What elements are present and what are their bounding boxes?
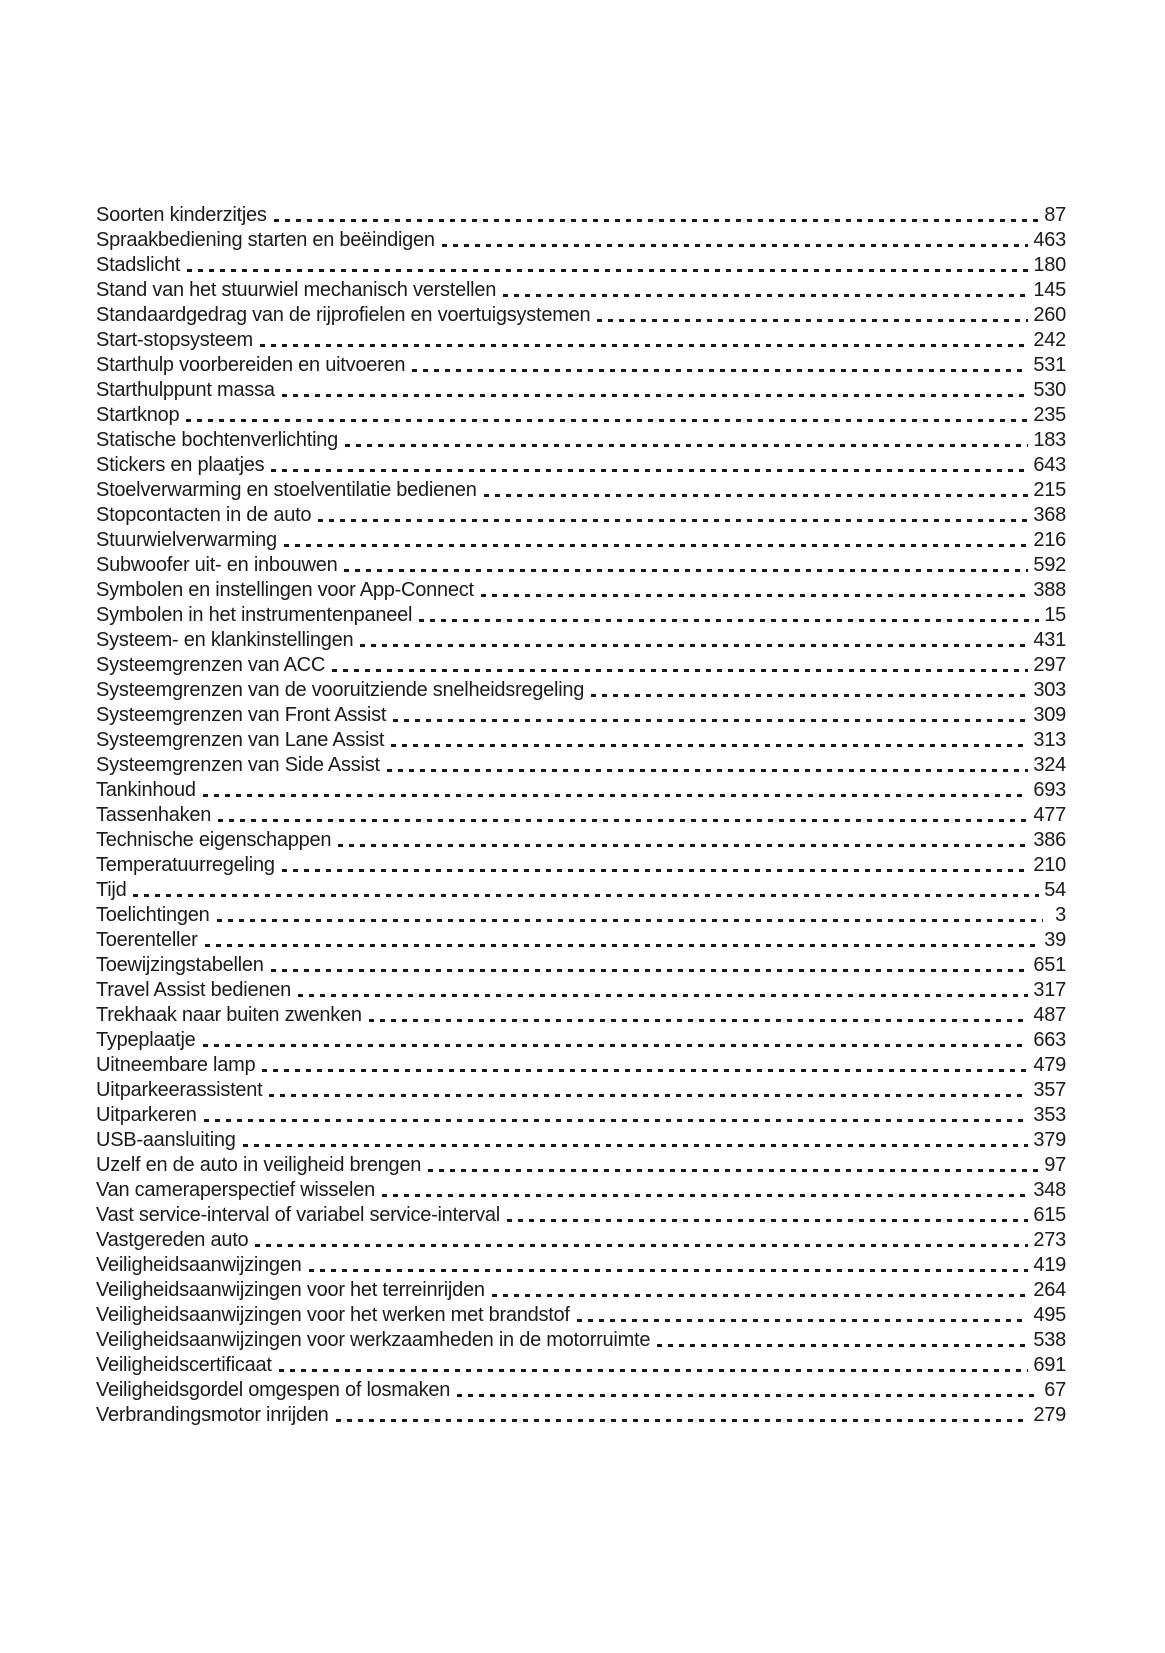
index-entry-row [96,1253,1066,1278]
index-entry-page-number: 348 [1033,1179,1066,1201]
index-entry-row [96,653,1066,678]
dot-leader [203,778,1029,803]
index-entry-page-number: 592 [1033,554,1066,576]
index-entry-row [96,778,1066,803]
index-entry-row [96,828,1066,853]
index-entry-row [96,278,1066,303]
dot-leader [412,353,1028,378]
dot-leader [274,203,1040,228]
index-entry-label: Toewijzingstabellen [96,954,264,976]
index-entry-row [96,1053,1066,1078]
index-entry-row [96,953,1066,978]
index-entry-page-number: 651 [1033,954,1066,976]
index-entry-page-number: 273 [1033,1229,1066,1251]
index-entry-label: Vast service-interval of variabel service-interval [96,1204,500,1226]
index-entry-page-number: 260 [1033,304,1066,326]
index-entry-row [96,228,1066,253]
index-entry-row [96,728,1066,753]
dot-leader [282,853,1029,878]
index-entry-page-number: 67 [1044,1379,1066,1401]
index-entry-page-number: 215 [1033,479,1066,501]
index-entry-row [96,753,1066,778]
index-entry-page-number: 235 [1033,404,1066,426]
index-entry-page-number: 183 [1033,429,1066,451]
index-entry-row [96,1353,1066,1378]
index-entry-row [96,303,1066,328]
dot-leader [205,928,1040,953]
index-entry-label: Systeemgrenzen van Front Assist [96,704,387,726]
index-entry-label: Soorten kinderzitjes [96,204,267,226]
index-entry-row [96,503,1066,528]
dot-leader [284,528,1029,553]
index-entry-row [96,853,1066,878]
index-entry-row [96,528,1066,553]
index-entry-label: Trekhaak naar buiten zwenken [96,1004,362,1026]
index-entry-page-number: 303 [1033,679,1066,701]
index-entry-page-number: 180 [1033,254,1066,276]
index-entry-row [96,1178,1066,1203]
index-entry-label: Verbrandingsmotor inrijden [96,1404,329,1426]
index-entry-row [96,1403,1066,1428]
index-entry-label: Stuurwielverwarming [96,529,277,551]
index-entry-page-number: 663 [1033,1029,1066,1051]
dot-leader [298,978,1028,1003]
index-entry-label: Standaardgedrag van de rijprofielen en voertuigsystemen [96,304,591,326]
index-entry-row [96,1153,1066,1178]
index-entry-page-number: 324 [1033,754,1066,776]
dot-leader [591,678,1028,703]
index-entry-row [96,878,1066,903]
index-entry-row [96,553,1066,578]
dot-leader [492,1278,1029,1303]
dot-leader [360,628,1028,653]
index-entry-row [96,428,1066,453]
index-entry-page-number: 39 [1044,929,1066,951]
dot-leader [203,1028,1029,1053]
index-entry-label: Systeemgrenzen van Side Assist [96,754,380,776]
index-entry-label: Veiligheidsaanwijzingen [96,1254,302,1276]
index-entry-page-number: 357 [1033,1079,1066,1101]
index-entry-row [96,1003,1066,1028]
index-entry-row [96,803,1066,828]
index-entry-label: Spraakbediening starten en beëindigen [96,229,435,251]
index-entry-row [96,1128,1066,1153]
index-entry-page-number: 487 [1033,1004,1066,1026]
dot-leader [338,828,1028,853]
index-entry-label: Statische bochtenverlichting [96,429,339,451]
index-entry-label: Subwoofer uit- en inbouwen [96,554,338,576]
index-entry-page-number: 538 [1033,1329,1066,1351]
index-entry-label: Stadslicht [96,254,181,276]
index-entry-page-number: 242 [1033,329,1066,351]
dot-leader [577,1303,1029,1328]
index-entry-page-number: 477 [1033,804,1066,826]
index-entry-page-number: 309 [1033,704,1066,726]
dot-leader [336,1403,1029,1428]
dot-leader [186,403,1028,428]
dot-leader [279,1353,1029,1378]
index-entry-row [96,1278,1066,1303]
dot-leader [657,1328,1028,1353]
dot-leader [269,1078,1028,1103]
index-entry-label: Starthulppunt massa [96,379,275,401]
index-entry-label: Uzelf en de auto in veiligheid brengen [96,1154,422,1176]
dot-leader [217,903,1044,928]
index-entry-label: Typeplaatje [96,1029,196,1051]
dot-leader [428,1153,1039,1178]
index-entry-label: Systeemgrenzen van de vooruitziende snelheidsregeling [96,679,585,701]
index-entry-page-number: 388 [1033,579,1066,601]
index-entry-row [96,578,1066,603]
dot-leader [187,253,1028,278]
index-entry-label: Tankinhoud [96,779,196,801]
index-entry-row [96,1303,1066,1328]
index-entry-label: Toelichtingen [96,904,210,926]
dot-leader [597,303,1028,328]
index-entry-label: Symbolen in het instrumentenpaneel [96,604,413,626]
dot-leader [457,1378,1039,1403]
index-entry-row [96,403,1066,428]
index-entry-row [96,603,1066,628]
dot-leader [419,603,1039,628]
index-entry-label: Systeemgrenzen van Lane Assist [96,729,385,751]
index-entry-page-number: 693 [1033,779,1066,801]
index-entry-page-number: 3 [1055,904,1066,926]
index-entry-row [96,328,1066,353]
dot-leader [391,728,1028,753]
index-entry-label: Stopcontacten in de auto [96,504,312,526]
index-entry-label: Veiligheidsaanwijzingen voor werkzaamheden in de motorruimte [96,1329,651,1351]
index-entry-row [96,978,1066,1003]
index-entry-page-number: 97 [1044,1154,1066,1176]
index-entry-page-number: 145 [1033,279,1066,301]
dot-leader [309,1253,1029,1278]
dot-leader [369,1003,1029,1028]
index-entry-row [96,1203,1066,1228]
dot-leader [442,228,1029,253]
index-entry-label: Veiligheidscertificaat [96,1354,272,1376]
index-entry-row [96,628,1066,653]
dot-leader [382,1178,1028,1203]
index-entry-row [96,1378,1066,1403]
index-entry-page-number: 615 [1033,1204,1066,1226]
index-entry-label: Veiligheidsgordel omgespen of losmaken [96,1379,451,1401]
dot-leader [393,703,1028,728]
dot-leader [260,328,1028,353]
index-entry-row [96,1028,1066,1053]
dot-leader [345,428,1028,453]
index-entry-label: Temperatuurregeling [96,854,275,876]
index-entry-row [96,353,1066,378]
index-entry-row [96,253,1066,278]
dot-leader [318,503,1028,528]
index-entry-row [96,903,1066,928]
index-entry-label: Startknop [96,404,180,426]
index-entry-page-number: 353 [1033,1104,1066,1126]
index-entry-row [96,1078,1066,1103]
index-entry-page-number: 216 [1033,529,1066,551]
index-entry-page-number: 495 [1033,1304,1066,1326]
index-entry-page-number: 264 [1033,1279,1066,1301]
index-entry-row [96,453,1066,478]
dot-leader [271,953,1029,978]
index-entry-page-number: 531 [1033,354,1066,376]
index-entry-label: Systeem- en klankinstellingen [96,629,354,651]
index-entry-label: Technische eigenschappen [96,829,332,851]
index-entry-page-number: 431 [1033,629,1066,651]
index-entry-label: Veiligheidsaanwijzingen voor het terreinrijden [96,1279,485,1301]
index-entry-label: USB-aansluiting [96,1129,236,1151]
index-entry-label: Travel Assist bedienen [96,979,291,1001]
index-entry-label: Tassenhaken [96,804,212,826]
index-entry-label: Stand van het stuurwiel mechanisch verstellen [96,279,497,301]
index-entry-label: Uitneembare lamp [96,1054,256,1076]
dot-leader [481,578,1029,603]
index-entry-page-number: 210 [1033,854,1066,876]
dot-leader [271,453,1028,478]
index-entry-page-number: 87 [1044,204,1066,226]
index-entry-page-number: 54 [1044,879,1066,901]
index-entry-label: Van cameraperspectief wisselen [96,1179,375,1201]
index-entry-page-number: 479 [1033,1054,1066,1076]
index-entry-label: Vastgereden auto [96,1229,249,1251]
index-entry-page-number: 368 [1033,504,1066,526]
index-entry-page-number: 386 [1033,829,1066,851]
index-entry-page-number: 643 [1033,454,1066,476]
index-entry-page-number: 15 [1044,604,1066,626]
dot-leader [484,478,1029,503]
index-entry-label: Toerenteller [96,929,198,951]
index-entry-label: Stickers en plaatjes [96,454,265,476]
index-entry-label: Symbolen en instellingen voor App-Connect [96,579,474,601]
index-entry-label: Uitparkeerassistent [96,1079,263,1101]
index-entry-row [96,928,1066,953]
index-entry-page-number: 379 [1033,1129,1066,1151]
index-entry-page-number: 313 [1033,729,1066,751]
index-entry-label: Systeemgrenzen van ACC [96,654,326,676]
index-entry-row [96,1103,1066,1128]
index-entry-page-number: 297 [1033,654,1066,676]
index-entry-row [96,1328,1066,1353]
dot-leader [387,753,1029,778]
index-entry-page-number: 530 [1033,379,1066,401]
dot-leader [204,1103,1029,1128]
index-entry-row [96,478,1066,503]
index-entry-row [96,1228,1066,1253]
index-entry-label: Veiligheidsaanwijzingen voor het werken met brandstof [96,1304,570,1326]
index-entry-page-number: 279 [1033,1404,1066,1426]
dot-leader [218,803,1028,828]
dot-leader [507,1203,1028,1228]
dot-leader [332,653,1028,678]
index-entry-row [96,703,1066,728]
dot-leader [262,1053,1028,1078]
dot-leader [344,553,1028,578]
index-entry-row [96,203,1066,228]
index-entry-row [96,678,1066,703]
index-entry-page-number: 691 [1033,1354,1066,1376]
dot-leader [503,278,1028,303]
index-entry-page-number: 419 [1033,1254,1066,1276]
dot-leader [133,878,1039,903]
index-entry-row [96,378,1066,403]
index-entry-label: Uitparkeren [96,1104,197,1126]
index-entry-page-number: 317 [1033,979,1066,1001]
index-entry-list [96,203,1066,1428]
dot-leader [282,378,1029,403]
index-entry-label: Starthulp voorbereiden en uitvoeren [96,354,406,376]
dot-leader [243,1128,1029,1153]
index-entry-label: Tijd [96,879,127,901]
dot-leader [255,1228,1028,1253]
index-entry-page-number: 463 [1033,229,1066,251]
index-entry-label: Stoelverwarming en stoelventilatie bedienen [96,479,477,501]
index-entry-label: Start-stopsysteem [96,329,253,351]
